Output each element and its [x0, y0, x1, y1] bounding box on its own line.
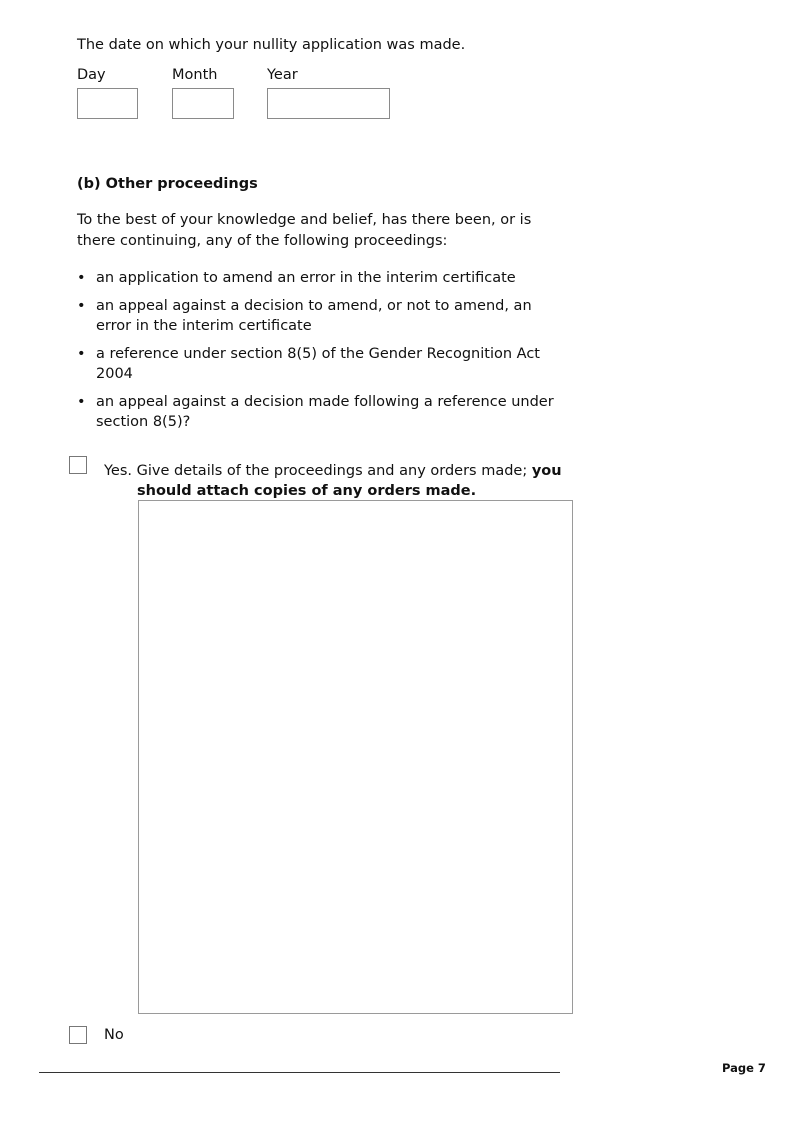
page-number: Page 7: [722, 1061, 766, 1075]
bullet-icon: •: [77, 270, 86, 286]
bullet-icon: •: [77, 346, 86, 362]
list-item-text: an application to amend an error in the interim certificate: [96, 270, 516, 286]
yes-checkbox[interactable]: [69, 456, 87, 474]
bullet-icon: •: [77, 298, 86, 314]
footer-divider: [39, 1072, 560, 1073]
year-input[interactable]: [267, 88, 390, 119]
no-checkbox[interactable]: [69, 1026, 87, 1044]
proceedings-question: To the best of your knowledge and belief, has there been, or is there continuing, any of the following proceedings:: [77, 212, 532, 249]
month-label: Month: [172, 67, 218, 83]
yes-bold-continuation: should attach copies of any orders made.: [137, 483, 477, 499]
list-item: [77, 268, 567, 288]
month-input[interactable]: [172, 88, 234, 119]
proceedings-list: [77, 268, 567, 440]
proceedings-details-textarea[interactable]: [138, 500, 573, 1014]
no-option-label: No: [104, 1027, 124, 1043]
yes-option-label: [104, 461, 574, 501]
bullet-icon: •: [77, 394, 86, 410]
list-item-text: a reference under section 8(5) of the Gender Recognition Act 2004: [96, 346, 540, 382]
list-item-text: an appeal against a decision made following a reference under section 8(5)?: [96, 394, 554, 430]
year-label: Year: [267, 67, 298, 83]
day-input[interactable]: [77, 88, 138, 119]
day-label: Day: [77, 67, 106, 83]
yes-bold-text: you: [531, 463, 562, 479]
yes-text: Yes. Give details of the proceedings and any orders made;: [104, 463, 528, 479]
list-item: [77, 344, 567, 384]
list-item-text: an appeal against a decision to amend, or not to amend, an error in the interim certificate: [96, 298, 532, 334]
section-heading: (b) Other proceedings: [77, 176, 258, 192]
date-question: The date on which your nullity application was made.: [77, 37, 466, 53]
list-item: [77, 392, 567, 432]
list-item: [77, 296, 567, 336]
